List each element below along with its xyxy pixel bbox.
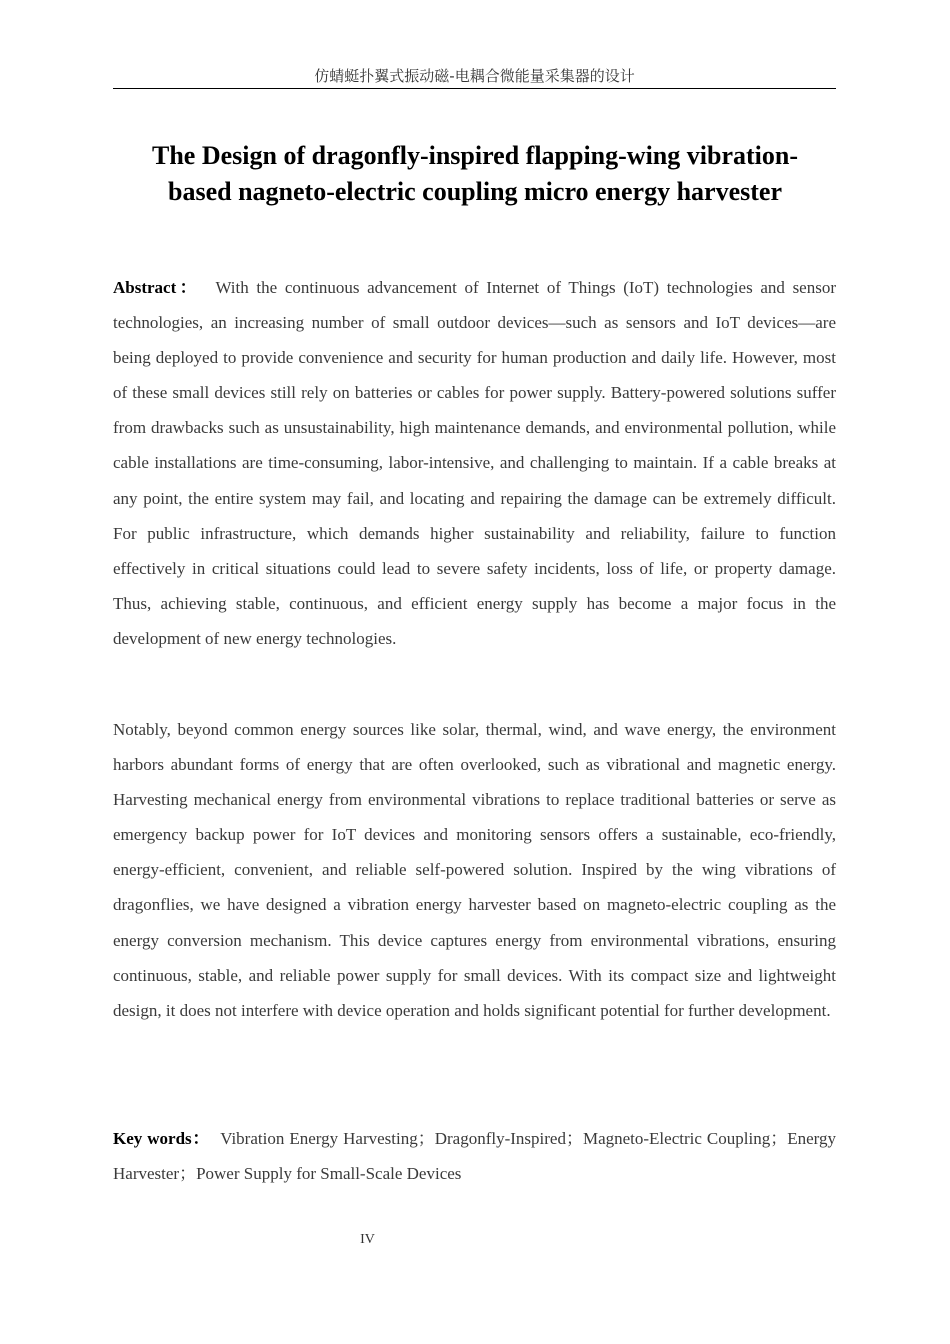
keywords-label: Key words： (113, 1129, 211, 1148)
title-line-2: based nagneto-electric coupling micro energy harvester (168, 177, 782, 206)
keywords-text: Vibration Energy Harvesting；Dragonfly-Inspired；Magneto-Electric Coupling；Energy Harvester；Power Supply for Small-Scale Devices (113, 1129, 836, 1184)
keywords-section (113, 1121, 836, 1191)
abstract-label: Abstract： (113, 278, 201, 297)
abstract-paragraph-2: Notably, beyond common energy sources like solar, thermal, wind, and wave energy, the environment harbors abundant forms of energy that are often overlooked, such as vibrational and magnetic energy. Harvesting mechanical energy from environmental vibrations to replace traditional batteries or serve as emergency backup power for IoT devices and monitoring sensors offers a sustainable, eco-friendly, energy-efficient, convenient, and reliable self-powered solution. Inspired by the wing vibrations of dragonflies, we have designed a vibration energy harvester based on magneto-electric coupling as the energy conversion mechanism. This device captures energy from environmental vibrations, ensuring continuous, stable, and reliable power supply for small devices. With its compact size and lightweight design, it does not interfere with device operation and holds significant potential for further development. (113, 720, 836, 1020)
running-header: 仿蜻蜓扑翼式振动磁-电耦合微能量采集器的设计 (113, 66, 836, 89)
abstract-text-1: With the continuous advancement of Internet of Things (IoT) technologies and sensor technologies, an increasing number of small outdoor devices—such as sensors and IoT devices—are being deployed to provide convenience and security for human production and daily life. However, most of these small devices still rely on batteries or cables for power supply. Battery-powered solutions suffer from drawbacks such as unsustainability, high maintenance demands, and environmental pollution, while cable installations are time-consuming, labor-intensive, and challenging to maintain. If a cable breaks at any point, the entire system may fail, and locating and repairing the damage can be extremely difficult. For public infrastructure, which demands higher sustainability and reliability, failure to function effectively in critical situations could lead to severe safety incidents, loss of life, or property damage. Thus, achieving stable, continuous, and efficient energy supply has become a major focus in the development of new energy technologies. (113, 278, 837, 648)
paper-title (100, 138, 850, 210)
page-number: IV (360, 1232, 375, 1247)
title-line-1: The Design of dragonfly-inspired flapping-wing vibration- (151, 141, 798, 170)
abstract-paragraph-1 (113, 270, 836, 656)
